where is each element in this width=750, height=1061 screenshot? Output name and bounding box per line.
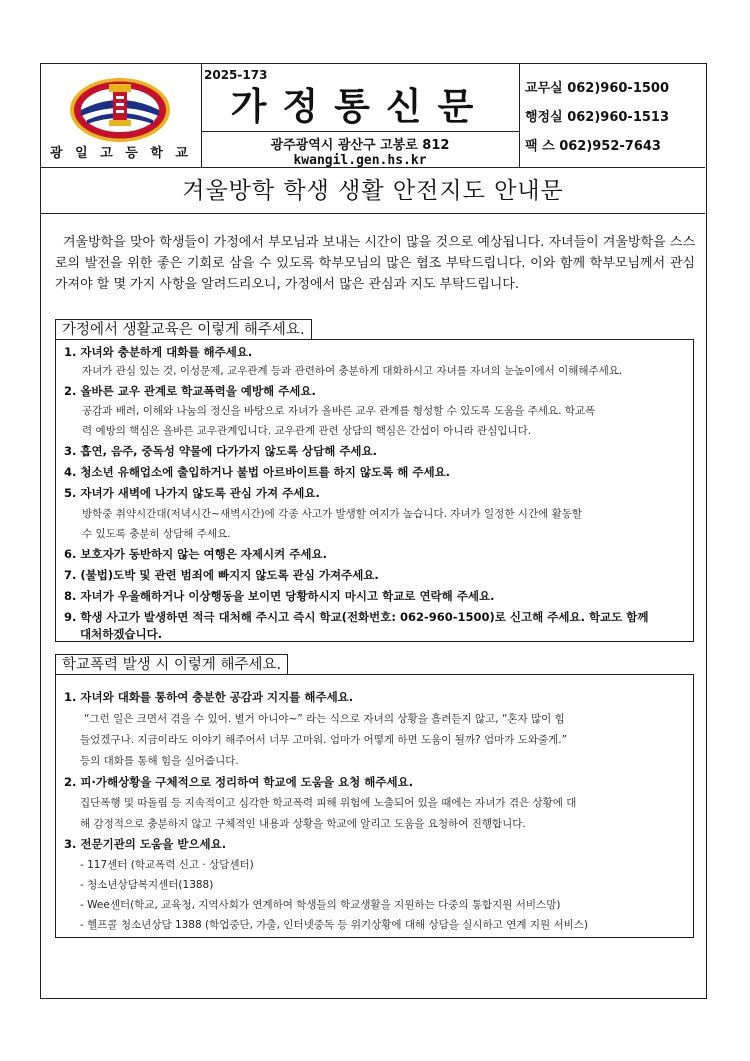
- contact-row: 교무실 062)960-1500: [525, 81, 670, 96]
- item-detail: 집단폭행 및 따돌림 등 지속적이고 심각한 학교폭력 피해 위험에 노출되어 있을 때에는 자녀가 겪은 상황에 대: [80, 797, 577, 809]
- address-box: [201, 131, 519, 168]
- item-detail: 수 있도록 충분히 상담해 주세요.: [82, 528, 231, 540]
- item-detail: 해 감정적으로 충분하지 않고 구체적인 내용과 상황을 학교에 알리고 도움을 요청하여 진행합니다.: [80, 818, 526, 830]
- section1-box: [55, 339, 694, 642]
- item-detail: 력 예방의 핵심은 올바른 교우관계입니다. 교우관계 관련 상담의 핵심은 간섭이 아니라 관심입니다.: [82, 425, 532, 437]
- section2-label: 학교폭력 발생 시 이렇게 해주세요.: [55, 654, 288, 675]
- list-item: 8. 자녀가 우울해하거나 이상행동을 보이면 당황하시지 마시고 학교로 연락해 주세요.: [64, 589, 495, 603]
- contact-info: [519, 64, 705, 167]
- issue-number: 2025-173: [204, 68, 268, 82]
- agency-item: - 청소년상담복지센터(1388): [80, 879, 214, 891]
- title-cell: [201, 64, 520, 167]
- item-detail: 들었겠구나. 지금이라도 이야기 해주어서 너무 고마워. 엄마가 어떻게 하면 도움이 될까? 엄마가 도와줄게.”: [80, 734, 568, 746]
- item-detail: 방학중 취약시간대(저녁시간~새벽시간)에 각종 사고가 발생할 여지가 높습니다. 자녀가 일정한 시간에 활동할: [82, 508, 582, 520]
- list-item: 3. 전문기관의 도움을 받으세요.: [64, 837, 227, 851]
- school-website: kwangil.gen.hs.kr: [293, 153, 427, 168]
- list-item: 3. 흡연, 음주, 중독성 약물에 다가가지 않도록 상담해 주세요.: [64, 444, 378, 458]
- school-name: 광 일 고 등 학 교: [50, 146, 192, 161]
- section1-label: 가정에서 생활교육은 이렇게 해주세요.: [55, 319, 312, 340]
- list-item: 2. 피·가해상황을 구체적으로 정리하여 학교에 도움을 요청 해주세요.: [64, 775, 414, 789]
- list-item: 1. 자녀와 대화를 통하여 충분한 공감과 지지를 해주세요.: [64, 690, 354, 704]
- school-address: 광주광역시 광산구 고봉로 812: [270, 138, 450, 153]
- list-item: 6. 보호자가 동반하지 않는 여행은 자제시켜 주세요.: [64, 547, 327, 561]
- newsletter-title: 가정통신문: [230, 84, 490, 128]
- list-item: 5. 자녀가 새벽에 나가지 않도록 관심 가져 주세요.: [64, 486, 320, 500]
- list-item: 1. 자녀와 충분하게 대화를 해주세요.: [64, 345, 253, 359]
- item-detail: 대처하겠습니다.: [80, 627, 163, 641]
- document-title: 겨울방학 학생 생활 안전지도 안내문: [41, 169, 705, 214]
- list-item: 7. (불법)도박 및 관련 범죄에 빠지지 않도록 관심 가져주세요.: [64, 568, 379, 582]
- section2-box: [55, 674, 694, 938]
- intro-paragraph: 겨울방학을 맞아 학생들이 가정에서 부모님과 보내는 시간이 많을 것으로 예상됩니다. 자녀들이 겨울방학을 스스로의 발전을 위한 좋은 기회로 삼을 수 있도록 학부모님의 많은 협조 부탁드립니다. 이와 함께 학부모님께서 관심 가져야 할 몇 가지 사항을 알려드리오니, 가정에서 많은 관심과 지도 부탁드립니다.: [55, 235, 695, 292]
- contact-row: 행정실 062)960-1513: [525, 110, 670, 125]
- item-detail: 자녀가 관심 있는 것, 이성문제, 교우관계 등과 관련하여 충분하게 대화하시고 자녀를 자녀의 눈높이에서 이해해주세요.: [82, 365, 623, 377]
- agency-item: - Wee센터(학교, 교육청, 지역사회가 연계하여 학생들의 학교생활을 지원하는 다중의 통합지원 서비스망): [80, 899, 561, 911]
- letterhead: [41, 64, 705, 168]
- list-item: 2. 올바른 교우 관계로 학교폭력을 예방해 주세요.: [64, 384, 316, 398]
- item-detail: “그런 일은 크면서 겪을 수 있어. 별거 아니야~” 라는 식으로 자녀의 상황을 흘려듣지 않고, “혼자 많이 힘: [84, 713, 565, 725]
- item-detail: 공감과 배려, 이해와 나눔의 정신을 바탕으로 자녀가 올바른 교우 관계를 형성할 수 있도록 도움을 주세요. 학교폭: [82, 405, 596, 417]
- contact-row: 팩 스 062)952-7643: [525, 139, 661, 154]
- school-emblem-icon: [67, 76, 173, 144]
- list-item: 4. 청소년 유해업소에 출입하거나 불법 아르바이트를 하지 않도록 해 주세요.: [64, 465, 451, 479]
- list-item: 9. 학생 사고가 발생하면 적극 대처해 주시고 즉시 학교(전화번호: 062-960-1500)로 신고해 주세요. 학교도 함께: [64, 610, 649, 624]
- agency-item: - 헬프콜 청소년상담 1388 (학업중단, 가출, 인터넷중독 등 위기상황에 대해 상담을 실시하고 연계 지원 서비스): [80, 919, 588, 931]
- agency-item: - 117센터 (학교폭력 신고 · 상담센터): [80, 859, 254, 871]
- logo-cell: [41, 64, 202, 167]
- newsletter-page: [40, 63, 707, 999]
- item-detail: 등의 대화를 통해 힘을 실어줍니다.: [80, 755, 239, 767]
